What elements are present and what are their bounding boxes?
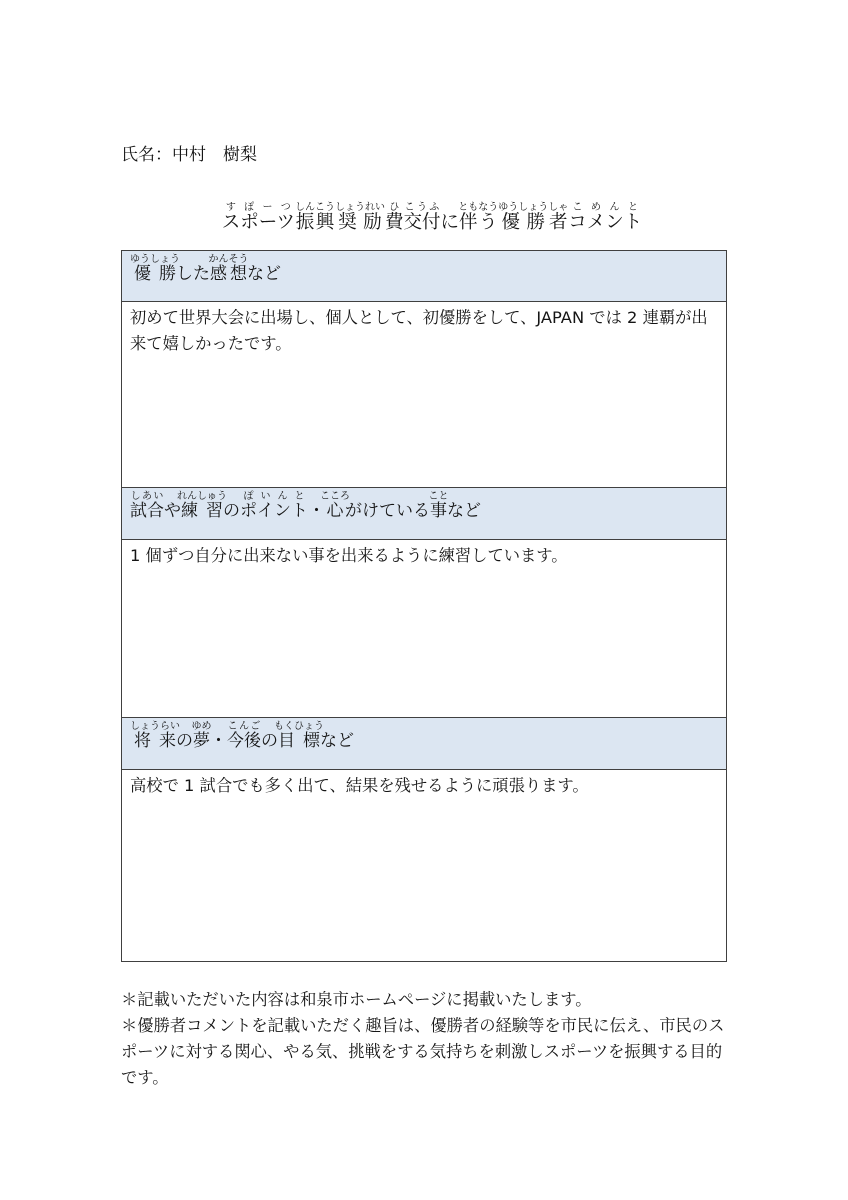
section-heading-practice-points — [122, 488, 726, 540]
ruby-base: 振興 — [294, 212, 335, 233]
ruby-word — [274, 721, 324, 751]
section-heading-future-goals — [122, 718, 726, 770]
plain-text: ・ — [308, 501, 325, 521]
ruby-base: 費 — [384, 212, 404, 233]
ruby-base: 心 — [320, 501, 350, 521]
ruby-reading: ゆうしょう — [498, 202, 549, 213]
ruby-word — [498, 202, 549, 233]
ruby-base: 者 — [548, 212, 569, 233]
ruby-reading: しょうらい — [130, 721, 180, 732]
ruby-reading: こころ — [320, 491, 350, 502]
ruby-base: 今後 — [227, 731, 261, 751]
ruby-word — [177, 491, 227, 521]
section-body-impressions: 初めて世界大会に出場し、個人として、初優勝をして、JAPAN では 2 連覇が出来て嬉しかったです。 — [122, 302, 726, 488]
comment-form-table — [121, 250, 727, 962]
ruby-reading: ともなう — [458, 202, 499, 213]
ruby-word — [384, 202, 404, 233]
ruby-base: 事 — [428, 501, 449, 521]
ruby-base: 練習 — [177, 501, 227, 521]
ruby-base: 伴う — [458, 212, 499, 233]
ruby-base: 将来 — [130, 731, 180, 751]
ruby-base: 試合 — [130, 501, 164, 521]
plain-text: がけている — [345, 501, 430, 521]
ruby-base: 奨励 — [334, 212, 385, 233]
ruby-word — [428, 491, 449, 521]
note-publication: ＊記載いただいた内容は和泉市ホームページに掲載いたします。 — [121, 990, 592, 1009]
ruby-word — [568, 202, 643, 233]
section-heading-text — [130, 254, 281, 284]
plain-text: の — [176, 731, 193, 751]
plain-text: の — [223, 501, 240, 521]
section-heading-text — [130, 721, 354, 751]
ruby-base: スポーツ — [221, 212, 295, 233]
plain-text: に — [440, 212, 459, 233]
plain-text: など — [447, 501, 481, 521]
ruby-reading: ゆめ — [191, 721, 212, 732]
ruby-word — [240, 491, 308, 521]
ruby-word — [130, 721, 180, 751]
plain-text: など — [320, 731, 354, 751]
ruby-word — [221, 202, 295, 233]
footnotes — [121, 987, 727, 1091]
ruby-reading: こうふ — [403, 202, 441, 213]
ruby-word — [191, 721, 212, 751]
ruby-base: 夢 — [191, 731, 212, 751]
ruby-reading: こめんと — [568, 202, 643, 213]
ruby-reading: もくひょう — [274, 721, 324, 732]
section-body-future-goals: 高校で 1 試合でも多く出て、結果を残せるように頑張ります。 — [130, 776, 589, 795]
ruby-reading: すぽーつ — [221, 202, 295, 213]
applicant-name: 氏名：中村 樹梨 — [121, 145, 257, 165]
ruby-reading: れんしゅう — [177, 491, 227, 502]
ruby-reading: ぽいんと — [240, 491, 308, 502]
ruby-base: ポイント — [240, 501, 308, 521]
ruby-reading: ひ — [384, 202, 404, 213]
plain-text: した — [176, 264, 210, 284]
ruby-reading: こと — [428, 491, 449, 502]
ruby-reading: かんそう — [208, 254, 249, 265]
ruby-word — [548, 202, 569, 233]
section-heading-text — [130, 491, 481, 521]
section-heading-impressions — [122, 251, 726, 302]
plain-text: ・ — [210, 731, 227, 751]
plain-text: の — [261, 731, 278, 751]
section-body-practice-points: 1 個ずつ自分に出来ない事を出来るように練習しています。 — [122, 540, 726, 718]
ruby-base: 優勝 — [130, 264, 180, 284]
ruby-reading: こんご — [227, 721, 261, 732]
ruby-word — [130, 254, 180, 284]
ruby-word — [458, 202, 499, 233]
ruby-base: 交付 — [403, 212, 441, 233]
ruby-word — [227, 721, 261, 751]
ruby-base: コメント — [568, 212, 643, 233]
ruby-word — [208, 254, 249, 284]
ruby-base: 優勝 — [498, 212, 549, 233]
ruby-word — [334, 202, 385, 233]
ruby-word — [320, 491, 350, 521]
ruby-reading: しょうれい — [334, 202, 385, 213]
ruby-reading: ゆうしょう — [130, 254, 180, 265]
ruby-base: 感想 — [208, 264, 249, 284]
plain-text: や — [164, 501, 181, 521]
ruby-reading: しあい — [130, 491, 164, 502]
note-purpose: ＊優勝者コメントを記載いただく趣旨は、優勝者の経験等を市民に伝え、市民のスポーツに対する関心、やる気、挑戦をする気持ちを刺激しスポーツを振興する目的です。 — [121, 1016, 725, 1087]
page-title — [0, 202, 848, 236]
ruby-word — [294, 202, 335, 233]
plain-text: など — [247, 264, 281, 284]
ruby-word — [130, 491, 164, 521]
ruby-reading: しゃ — [548, 202, 569, 213]
ruby-reading: しんこう — [294, 202, 335, 213]
ruby-word — [403, 202, 441, 233]
ruby-base: 目標 — [274, 731, 324, 751]
